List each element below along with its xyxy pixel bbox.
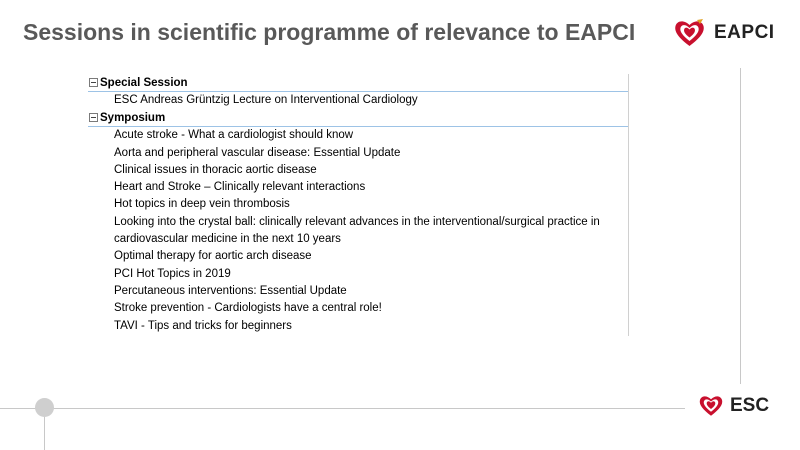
group-label: Special Session [100,76,188,89]
heart-logo-icon [673,18,706,48]
session-row: Looking into the crystal ball: clinically relevant advances in the interventional/surgical practice in cardiovascular medicine in the next 10 years [114,215,600,246]
session-row: Aorta and peripheral vascular disease: Essential Update [114,146,401,159]
session-row: PCI Hot Topics in 2019 [114,267,231,280]
session-table [88,74,629,336]
session-row: Percutaneous interventions: Essential Update [114,284,347,297]
session-row: TAVI - Tips and tricks for beginners [114,319,292,332]
esc-logo [698,393,769,418]
bottom-vertical-line [44,414,45,450]
decorative-dot [35,398,54,417]
session-row: Clinical issues in thoracic aortic disease [114,163,317,176]
heart-logo-icon [698,393,724,418]
group-header-row[interactable] [88,74,628,92]
esc-logo-text: ESC [730,394,770,416]
session-row: Acute stroke - What a cardiologist should know [114,129,354,142]
session-row: ESC Andreas Grüntzig Lecture on Interventional Cardiology [114,94,418,106]
eapci-logo [673,18,775,48]
eapci-logo-text: EAPCI [714,22,775,43]
group-header-row[interactable] [88,109,628,127]
session-row: Optimal therapy for aortic arch disease [114,250,312,263]
session-row: Heart and Stroke – Clinically relevant interactions [114,181,366,194]
right-divider-line [740,68,741,384]
collapse-toggle-icon[interactable] [89,113,98,122]
group-label: Symposium [100,111,166,124]
collapse-toggle-icon[interactable] [89,78,98,87]
slide-title: Sessions in scientific programme of relevance to EAPCI [23,19,636,45]
session-row: Hot topics in deep vein thrombosis [114,198,290,211]
session-row: Stroke prevention - Cardiologists have a central role! [114,302,382,315]
bottom-divider-line [0,408,685,409]
